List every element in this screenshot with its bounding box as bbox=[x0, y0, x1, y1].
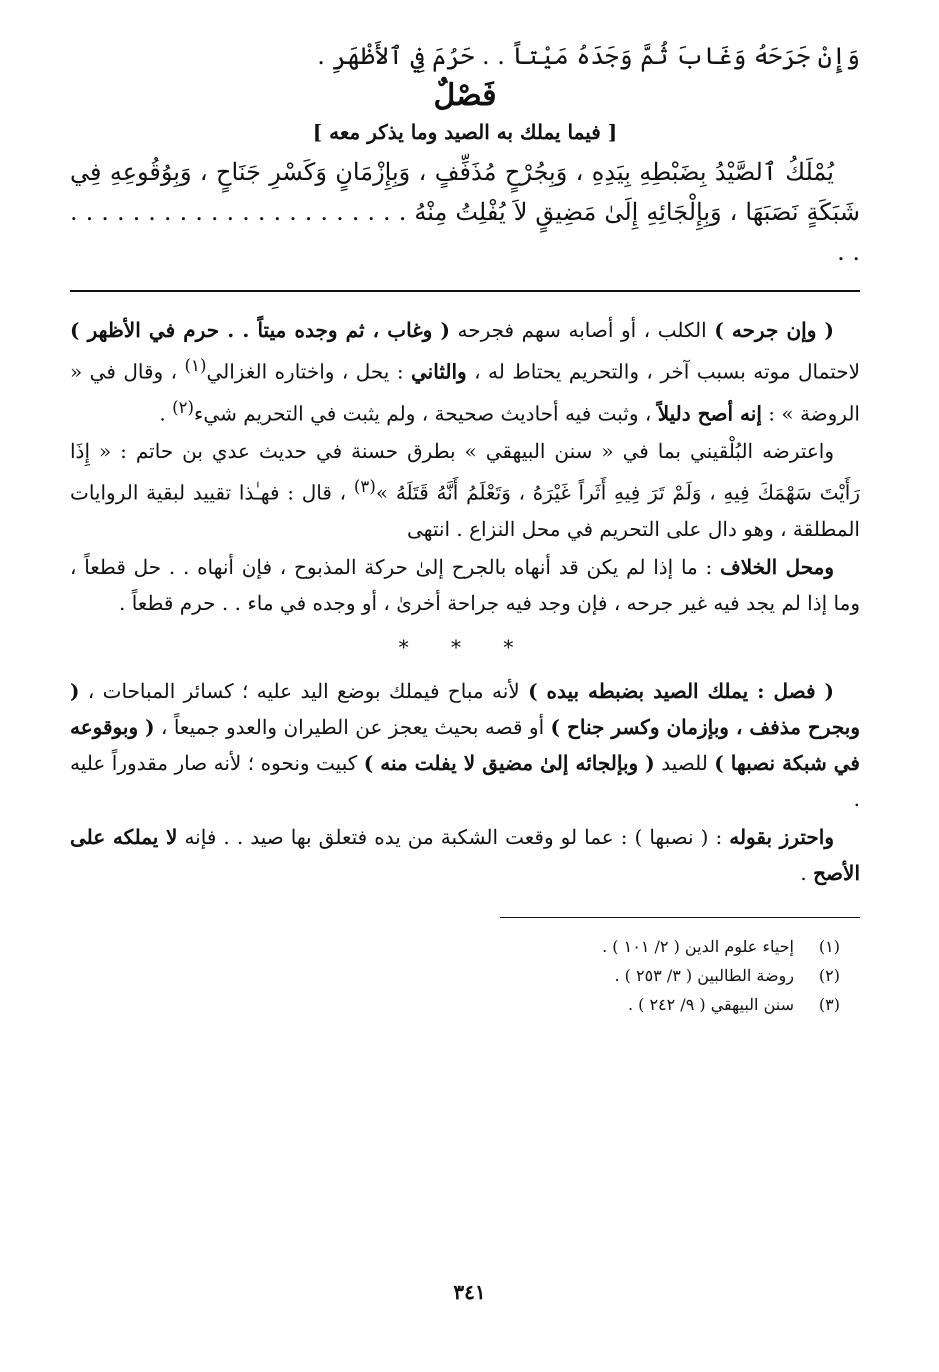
footnote-ref-2[interactable]: (٢) bbox=[172, 397, 195, 417]
fasl-subtitle: [ فيما يملك به الصيد وما يذكر معه ] bbox=[312, 120, 618, 144]
footnote-text: إحياء علوم الدين ( ٢/ ١٠١ ) . bbox=[602, 936, 794, 956]
commentary-paragraph-5 bbox=[70, 819, 860, 891]
footnote-3 bbox=[70, 990, 860, 1019]
commentary-paragraph-3 bbox=[70, 549, 860, 621]
commentary-text: : ( نصبها ) : عما لو وقعت الشكبة من يده فتعلق بها صيد . . فإنه bbox=[177, 824, 730, 849]
commentary-text: للصيد bbox=[654, 750, 715, 775]
commentary-text: . bbox=[800, 860, 814, 885]
commentary-text: كبيت ونحوه ؛ لأنه صار مقدوراً عليه . bbox=[70, 750, 860, 811]
commentary-text: ، قال : فهـٰذا تقييد لبقية الروايات المطلقة ، وهو دال على التحريم في محل النزاع . انتهى bbox=[70, 480, 860, 541]
commentary-bold-term: والثاني bbox=[411, 359, 467, 384]
commentary-quote: ( وإن جرحه ) bbox=[714, 318, 835, 342]
commentary-text: : ما إذا لم يكن قد أنهاه بالجرح إلىٰ حركة المذبوح ، فإن أنهاه . . حل قطعاً ، وما إذا لم يجد فيه غير جرحه ، فإن وجد فيه جراحة أخرىٰ ، أو وجده في ماء . . حرم قطعاً . bbox=[70, 554, 860, 615]
commentary-paragraph-4 bbox=[70, 673, 860, 817]
commentary-bold-term: ومحل الخلاف bbox=[720, 554, 834, 579]
commentary-quote: ( وبإلجائه إلىٰ مضيق لا يفلت منه ) bbox=[363, 750, 655, 775]
commentary-text: ، وقال في « الروضة » : bbox=[70, 359, 860, 426]
section-stars-separator: * * * bbox=[398, 634, 532, 659]
matn-top-line: وَإِنْ جَرَحَهُ وَغَابَ ثُمَّ وَجَدَهُ مَيْتاً . . حَرُمَ فِي ٱلأَظْهَرِ . bbox=[317, 42, 860, 70]
commentary-text: أو قصه بحيث يعجز عن الطيران والعدو جميعاً ، bbox=[154, 714, 551, 739]
footnote-number: (١) bbox=[818, 936, 840, 956]
commentary-text: واعترضه البُلْقيني بما في « سنن البيهقي » بطرق حسنة في حديث عدي بن حاتم : « إِذَا رَأَيْتَ سَهْمَكَ فِيهِ ، وَلَمْ تَرَ فِيهِ أَثَراً غَيْرَهُ ، وَتَعْلَمُ أَنَّهُ قَتَلَهُ » bbox=[70, 439, 861, 505]
commentary-text: الكلب ، أو أصابه سهم فجرحه bbox=[449, 318, 715, 342]
fasl-heading: فَصْلٌ bbox=[433, 78, 497, 113]
commentary-quote: ( فصل : يملك الصيد بضبطه بيده ) bbox=[528, 678, 834, 703]
book-page bbox=[70, 40, 860, 1019]
footnote-rule bbox=[500, 917, 860, 918]
footnote-ref-3[interactable]: (٣) bbox=[353, 477, 376, 497]
commentary-text: لأنه مباح فيملك بوضع اليد عليه ؛ كسائر المباحات ، bbox=[79, 678, 529, 703]
commentary-bold-term: إنه أصح دليلاً bbox=[657, 401, 762, 426]
commentary-text: . bbox=[159, 401, 173, 426]
commentary-text: : يحل ، واختاره الغزالي bbox=[206, 359, 411, 384]
commentary-text: ، وثبت فيه أحاديث صحيحة ، ولم يثبت في التحريم شيء bbox=[194, 401, 658, 426]
commentary-bold-term: واحترز بقوله bbox=[729, 824, 834, 849]
commentary-paragraph-2 bbox=[70, 433, 860, 547]
commentary-paragraph-1 bbox=[70, 312, 860, 431]
commentary-quote: ( وغاب ، ثم وجده ميتاً . . حرم في الأظهر ) bbox=[70, 318, 450, 342]
footnote-number: (٢) bbox=[818, 965, 840, 985]
fasl-matn-text: يُمْلَكُ ٱلصَّيْدُ بِضَبْطِهِ بِيَدِهِ ، وَبِجُرْحٍ مُذَفِّفٍ ، وَبِإِزْمَانٍ وَكَسْرِ جَنَاحٍ ، وَبِوُقُوعِهِ فِي شَبَكَةٍ نَصَبَهَا ، وَبِإِلْجَائِهِ إِلَىٰ مَضِيقٍ لاَ يُفْلِتُ مِنْهُ . . . . . . . . . . . . . . . . . . . . . . . . bbox=[70, 158, 861, 266]
commentary-bold-term: لا يملكه على الأصح bbox=[70, 824, 860, 885]
footnote-1 bbox=[70, 932, 860, 961]
commentary-quote: ( وبوقوعه في شبكة نصبها ) bbox=[70, 714, 860, 775]
page-number: ٣٤١ bbox=[453, 1280, 486, 1304]
section-divider bbox=[70, 290, 860, 292]
footnote-text: سنن البيهقي ( ٩/ ٢٤٢ ) . bbox=[627, 994, 794, 1014]
footnote-2 bbox=[70, 961, 860, 990]
footnote-ref-1[interactable]: (١) bbox=[184, 356, 207, 375]
footnote-text: روضة الطالبين ( ٣/ ٢٥٣ ) . bbox=[614, 965, 794, 985]
footnote-number: (٣) bbox=[818, 994, 840, 1014]
commentary-text: لاحتمال موته بسبب آخر ، والتحريم يحتاط له ، bbox=[466, 359, 860, 384]
commentary-quote: ( وبجرح مذفف ، وبإزمان وكسر جناح ) bbox=[70, 678, 860, 739]
